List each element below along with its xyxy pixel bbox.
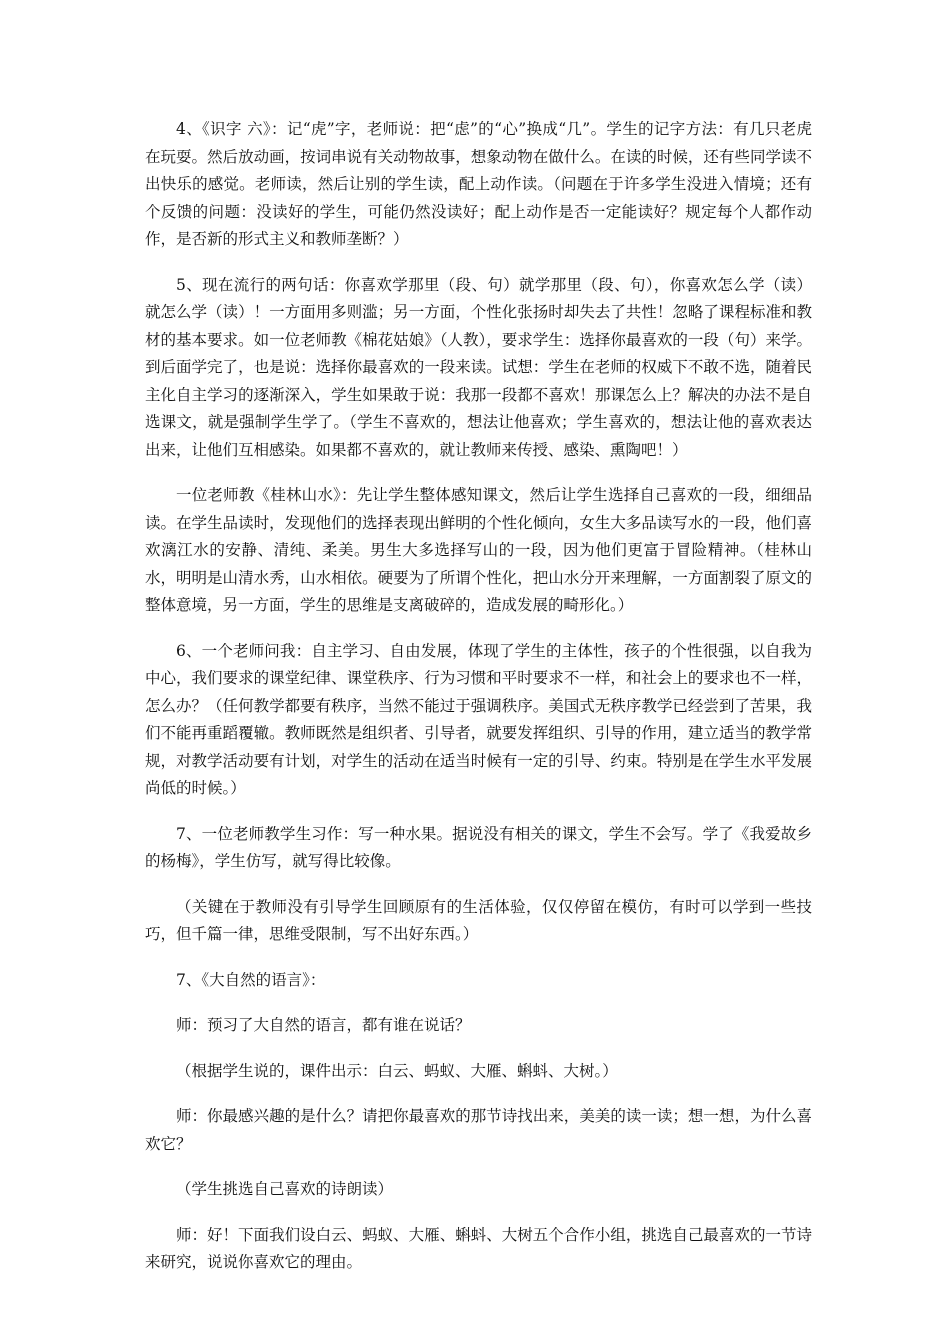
paragraph-writing-fruit: 7、一位老师教学生习作：写一种水果。据说没有相关的课文，学生不会写。学了《我爱故乡的杨梅》，学生仿写，就写得比较像。 xyxy=(145,824,812,870)
paragraph-teacher-question-1: 师：预习了大自然的语言，都有谁在说话？ xyxy=(176,1016,471,1034)
paragraph-popular-sayings: 5、现在流行的两句话：你喜欢学那里（段、句）就学那里（段、句），你喜欢怎么学（读）就怎么学（读）！一方面用多则滥；另一方面，个性化张扬时却失去了共性！忽略了课程标准和教材的基本要求。如一位老师教《棉花姑娘》（人教），要求学生：选择你最喜欢的一段（句）来学。到后面学完了，也是说：选择你最喜欢的一段来读。试想：学生在老师的权威下不敢不选，随着民主化自主学习的逐渐深入，学生如果敢于说：我那一段都不喜欢！那课怎么上？解决的办法不是自选课文，就是强制学生学了。（学生不喜欢的，想法让他喜欢；学生喜欢的，想法让他的喜欢表达出来，让他们互相感染。如果都不喜欢的，就让教师来传授、感染、熏陶吧！） xyxy=(145,275,812,459)
document-body xyxy=(145,116,812,1295)
paragraph-writing-comment: （关键在于教师没有引导学生回顾原有的生活体验，仅仅停留在模仿，有时可以学到一些技巧，但千篇一律，思维受限制，写不出好东西。） xyxy=(145,897,812,943)
paragraph-guilin-landscape: 一位老师教《桂林山水》：先让学生整体感知课文，然后让学生选择自己喜欢的一段，细细品读。在学生品读时，发现他们的选择表现出鲜明的个性化倾向，女生大多品读写水的一段，他们喜欢漓江水的安静、清纯、柔美。男生大多选择写山的一段，因为他们更富于冒险精神。（桂林山水，明明是山清水秀，山水相依。硬要为了所谓个性化，把山水分开来理解，一方面割裂了原文的整体意境，另一方面，学生的思维是支离破碎的，造成发展的畸形化。） xyxy=(145,486,812,614)
paragraph-nature-language-heading: 7、《大自然的语言》： xyxy=(176,970,326,989)
paragraph-classroom-order: 6、一个老师问我：自主学习、自由发展，体现了学生的主体性，孩子的个性很强，以自我为中心，我们要求的课堂纪律、课堂秩序、行为习惯和平时要求不一样，和社会上的要求也不一样，怎么办？（任何教学都要有秩序，当然不能过于强调秩序。美国式无秩序教学已经尝到了苦果，我们不能再重蹈覆辙。教师既然是组织者、引导者，就要发挥组织、引导的作用，建立适当的教学常规，对教学活动要有计划，对学生的活动在适当时候有一定的引导、约束。特别是在学生水平发展尚低的时候。） xyxy=(145,641,812,797)
paragraph-teacher-question-2: 师：你最感兴趣的是什么？请把你最喜欢的那节诗找出来，美美的读一读；想一想，为什么喜欢它？ xyxy=(145,1107,812,1153)
paragraph-literacy-six: 4、《识字 六》：记“虎”字，老师说：把“虑”的“心”换成“几”。学生的记字方法：有几只老虎在玩耍。然后放动画，按词串说有关动物故事，想象动物在做什么。在读的时候，还有些同学读不出快乐的感觉。老师读，然后让别的学生读，配上动作读。（问题在于许多学生没进入情境；还有个反馈的问题：没读好的学生，可能仍然没读好；配上动作是否一定能读好？规定每个人都作动作，是否新的形式主义和教师垄断？） xyxy=(145,120,812,248)
paragraph-courseware-note: （根据学生说的，课件出示：白云、蚂蚁、大雁、蝌蚪、大树。） xyxy=(176,1061,618,1080)
paragraph-student-reading-note: （学生挑选自己喜欢的诗朗读） xyxy=(176,1180,394,1198)
paragraph-teacher-groups: 师：好！下面我们设白云、蚂蚁、大雁、蝌蚪、大树五个合作小组，挑选自己最喜欢的一节诗来研究，说说你喜欢它的理由。 xyxy=(145,1225,812,1271)
